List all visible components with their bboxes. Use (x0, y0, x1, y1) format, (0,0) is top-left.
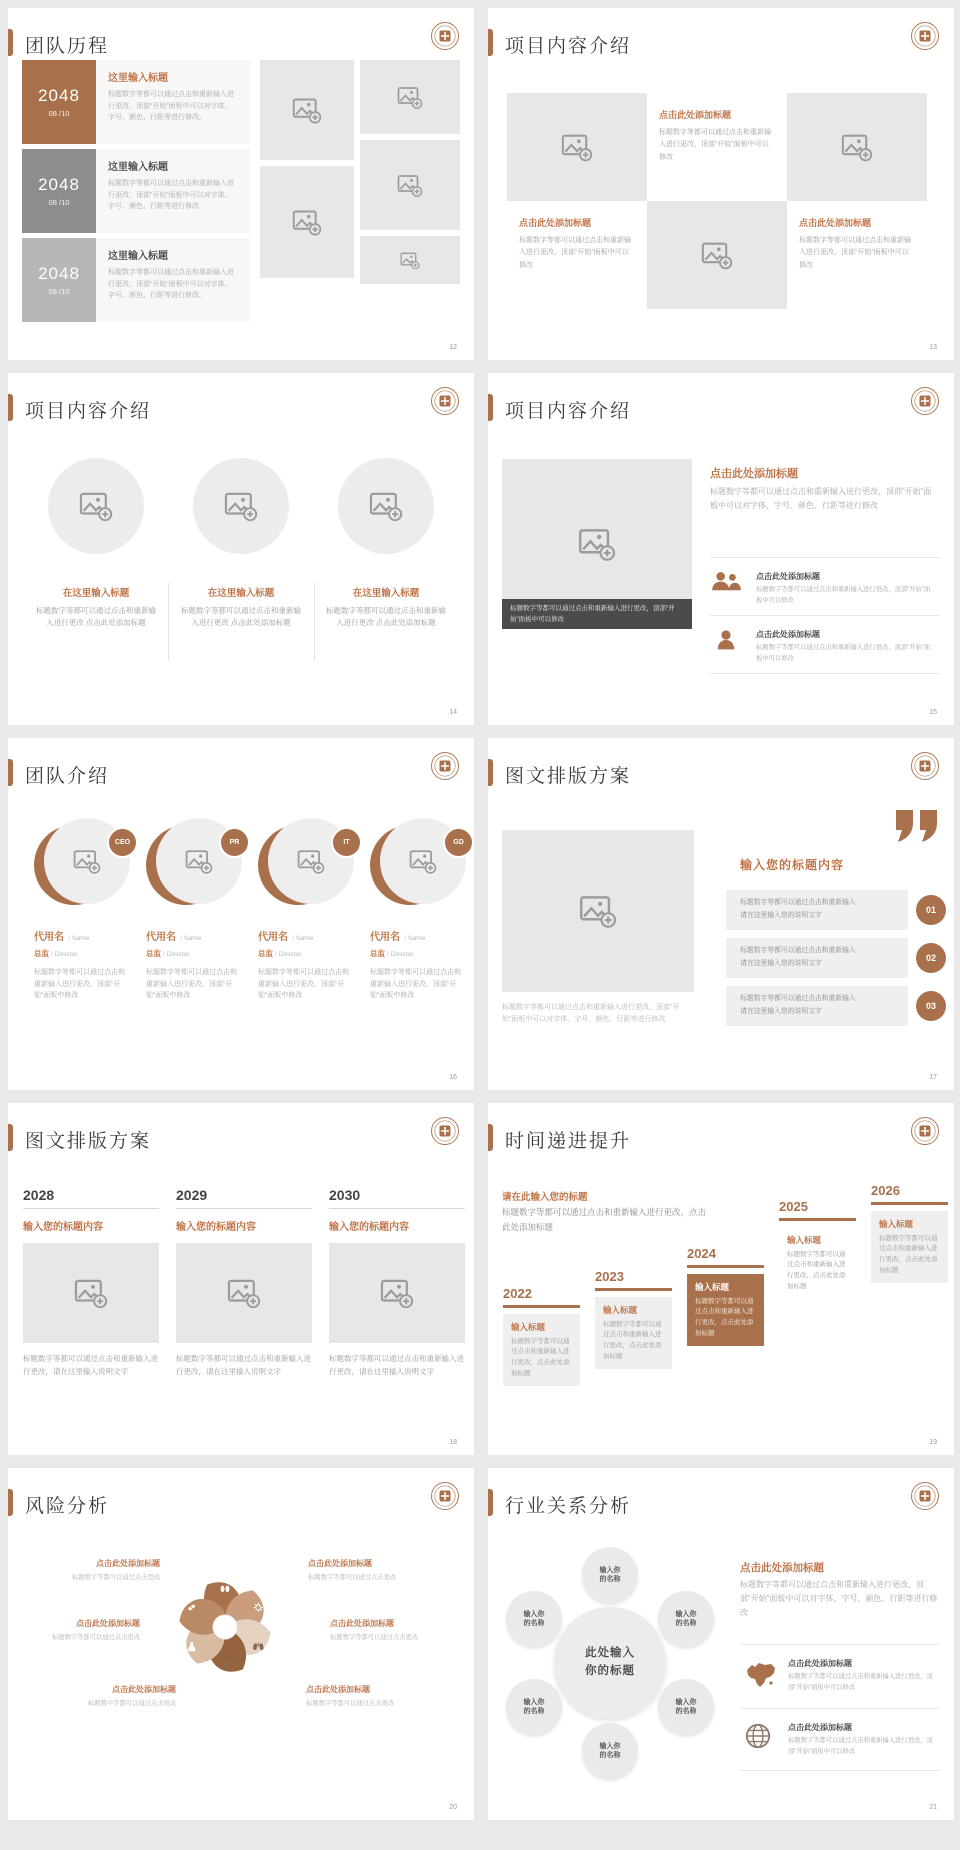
image-placeholder-circle[interactable] (338, 458, 434, 554)
company-seal-icon (430, 386, 460, 416)
divider (740, 1708, 940, 1709)
year-label: 2029 (176, 1187, 208, 1203)
step-rule (687, 1265, 764, 1268)
relation-node (582, 1723, 638, 1779)
list-item-body: 标题数字等都可以通过点击和重新输入进行更改，顶部“开始”面板中可以修改 (788, 1737, 933, 1755)
slide-21-thumbnail[interactable] (488, 1468, 954, 1820)
add-image-icon (561, 132, 593, 162)
list-item (710, 629, 934, 664)
slide-title: 项目内容介绍 (505, 401, 632, 422)
add-image-icon (292, 208, 322, 236)
page-number: 17 (929, 1074, 937, 1081)
add-image-icon (397, 85, 423, 109)
member-role-en: / Director (51, 951, 78, 958)
company-seal-icon (430, 751, 460, 781)
add-image-icon (224, 490, 258, 521)
card-body: 标题数字等都可以通过点击和重新输入进行更改，顶部“开始”面板中可以修改 (799, 237, 911, 269)
title-accent-bar (8, 394, 13, 421)
node-label: 输入你 (675, 1698, 697, 1706)
year-label: 2028 (23, 1187, 55, 1203)
people-icon (710, 571, 742, 597)
aperture-diagram (160, 1562, 290, 1697)
step-rule (503, 1305, 580, 1308)
node-label: 输入你 (675, 1610, 697, 1618)
node-label: 的名称 (675, 1620, 697, 1627)
list-item-title: 点击此处添加标题 (756, 630, 820, 639)
step-body: 标题数字等都可以通过点击和重新输入进行更改，点击此处添加标题 (695, 1297, 754, 1337)
year-label: 2030 (329, 1187, 361, 1203)
member-role-en: / Director (275, 951, 302, 958)
slide-title: 时间递进提升 (505, 1131, 632, 1152)
member-body: 标题数字等都可以通过点击和重新输入进行更改，顶部“开始”面板中修改 (258, 969, 349, 1000)
card-body: 标题数字等都可以通过点击和重新输入进行更改，顶部“开始”面板中可以修改 (519, 237, 631, 269)
member-role-en: / Director (163, 951, 190, 958)
divider (23, 1208, 159, 1209)
company-seal-icon (910, 386, 940, 416)
image-placeholder[interactable] (360, 236, 460, 284)
node-label: 输入你 (523, 1610, 545, 1618)
numbered-point-row (726, 938, 908, 978)
number-badge: 03 (916, 991, 946, 1021)
role-badge: IT (331, 827, 362, 858)
slide-12-thumbnail[interactable] (8, 8, 474, 360)
image-placeholder[interactable] (647, 201, 787, 309)
add-image-icon (292, 96, 322, 124)
year-column (23, 1187, 159, 1379)
slide-title: 图文排版方案 (25, 1131, 152, 1152)
person-icon (710, 629, 737, 656)
risk-label-title: 点击此处添加标题 (112, 1685, 176, 1694)
company-seal-icon (910, 751, 940, 781)
text-card (647, 93, 787, 201)
step-year: 2026 (871, 1183, 900, 1198)
slide-17-thumbnail[interactable] (488, 738, 954, 1090)
member-role: 总监 (34, 949, 49, 958)
image-placeholder[interactable] (502, 830, 694, 992)
risk-label-sub: 标题数字等都可以通过点击更改 (71, 1574, 160, 1581)
image-placeholder[interactable] (787, 93, 927, 201)
company-seal-icon (430, 1116, 460, 1146)
step-title: 输入标题 (511, 1321, 546, 1332)
step-body: 标题数字等都可以通过点击和重新输入进行更改，点击此处添加标题 (511, 1337, 570, 1377)
section-title: 点击此处添加标题 (740, 1562, 824, 1574)
slide-19-thumbnail[interactable] (488, 1103, 954, 1455)
add-image-icon (400, 251, 420, 269)
node-label: 输入你 (523, 1698, 545, 1706)
number-badge: 01 (916, 895, 946, 925)
add-image-icon (397, 173, 423, 197)
risk-label-sub: 标题数字等都可以通过点击更改 (51, 1634, 140, 1641)
member-name-en: / Name (180, 935, 202, 942)
title-accent-bar (8, 1124, 13, 1151)
timeline-item-title: 这里输入标题 (108, 251, 168, 262)
title-accent-bar (488, 759, 493, 786)
risk-label-title: 点击此处添加标题 (306, 1685, 370, 1694)
feature-column (169, 585, 313, 629)
step-rule (779, 1218, 856, 1221)
member-role: 总监 (370, 949, 385, 958)
node-label: 的名称 (675, 1708, 697, 1715)
list-item-body: 标题数字等都可以通过点击和重新输入进行更改，顶部“开始”面板中可以修改 (788, 1673, 933, 1691)
role-badge: CEO (107, 827, 138, 858)
step-title: 输入标题 (603, 1304, 638, 1315)
china-map-icon (740, 1658, 776, 1693)
bullet-line: · 标题数字等都可以通过点击和重新输入 (736, 897, 898, 910)
feature-body: 标题数字等都可以通过点击和重新输入进行更改 点击此处添加标题 (36, 606, 156, 627)
numbered-point-row (726, 986, 908, 1026)
add-image-icon (579, 893, 617, 928)
column-caption: 标题数字等都可以通过点击和重新输入进行更改，请在这里输入说明文字 (329, 1354, 464, 1376)
feature-title: 在这里输入标题 (352, 588, 420, 599)
step-body: 标题数字等都可以通过点击和重新输入进行更改，点击此处添加标题 (879, 1234, 938, 1274)
member-name-en: / Name (68, 935, 90, 942)
divider (710, 615, 940, 616)
image-placeholder[interactable] (23, 1243, 159, 1343)
image-placeholder-circle[interactable] (48, 458, 144, 554)
risk-label (306, 1684, 434, 1707)
timeline-step (503, 1286, 580, 1386)
page-number: 13 (929, 344, 937, 351)
numbered-point-row (726, 890, 908, 930)
list-item-title: 点击此处添加标题 (788, 1659, 852, 1668)
card-title: 点击此处添加标题 (659, 110, 732, 120)
node-label: 的名称 (599, 1576, 621, 1583)
slide-title: 风险分析 (25, 1496, 110, 1517)
risk-label (48, 1684, 176, 1707)
image-caption: 标题数字等都可以通过点击和重新输入进行更改，顶部“开始”面板中可以对字体、字号、颜色、行距等进行修改 (502, 1004, 680, 1023)
timeline-item-title: 这里输入标题 (108, 73, 168, 84)
step-title: 输入标题 (695, 1281, 730, 1292)
list-item-body: 标题数字等都可以通过点击和重新输入进行更改，顶部“开始”面板中可以修改 (756, 644, 931, 662)
risk-label-title: 点击此处添加标题 (308, 1559, 372, 1568)
step-body: 标题数字等都可以通过点击和重新输入进行更改，点击此处添加标题 (603, 1320, 662, 1360)
slide-title: 图文排版方案 (505, 766, 632, 787)
checkerboard-grid (507, 93, 927, 309)
central-topic-circle (554, 1607, 666, 1719)
title-accent-bar (488, 1489, 493, 1516)
relation-node (506, 1591, 562, 1647)
step-rule (595, 1288, 672, 1291)
intro-title: 请在此输入您的标题 (502, 1192, 588, 1203)
member-role: 总监 (258, 949, 273, 958)
slide-20-thumbnail[interactable] (8, 1468, 474, 1820)
timeline-item-body: 标题数字等都可以通过点击和重新输入进行更改，顶部“开始”面板中可以对字体、字号、颜色、行距等进行修改。 (108, 91, 234, 122)
step-year: 2024 (687, 1246, 716, 1261)
image-placeholder[interactable] (360, 140, 460, 230)
risk-label-sub: 标题数字等都可以通过点击更改 (87, 1700, 176, 1707)
add-image-icon (841, 132, 873, 162)
timeline-date: 08 /10 (48, 198, 70, 207)
central-topic-label: 你的标题 (585, 1665, 635, 1677)
card-title: 点击此处添加标题 (799, 218, 872, 228)
card-body: 标题数字等都可以通过点击和重新输入进行更改，顶部“开始”面板中可以修改 (659, 129, 771, 161)
relation-node (658, 1591, 714, 1647)
relation-node (506, 1679, 562, 1735)
member-role-en: / Director (387, 951, 414, 958)
member-body: 标题数字等都可以通过点击和重新输入进行更改，顶部“开始”面板中修改 (370, 969, 461, 1000)
divider (740, 1644, 940, 1645)
relation-node (582, 1547, 638, 1603)
risk-label (12, 1618, 140, 1641)
list-item-body: 标题数字等都可以通过点击和重新输入进行更改，顶部“开始”面板中可以修改 (756, 586, 931, 604)
risk-label-sub: 标题数字等都可以通过点击更改 (306, 1700, 395, 1707)
timeline-step (687, 1246, 764, 1346)
image-placeholder-circle[interactable] (193, 458, 289, 554)
feature-body: 标题数字等都可以通过点击和重新输入进行更改 点击此处添加标题 (181, 606, 301, 627)
node-label: 输入你 (599, 1742, 621, 1750)
slide-15-thumbnail[interactable] (488, 373, 954, 725)
intro-body: 标题数字等都可以通过点击和重新输入进行更改，点击此处添加标题 (502, 1207, 707, 1233)
slide-title: 行业关系分析 (505, 1496, 632, 1517)
globe-icon (740, 1722, 772, 1755)
page-number: 14 (449, 709, 457, 716)
slide-thumbnail-grid (8, 8, 954, 1820)
slide-18-thumbnail[interactable] (8, 1103, 474, 1455)
divider (176, 1208, 312, 1209)
central-topic-label: 此处输入 (585, 1647, 635, 1660)
step-year: 2023 (595, 1269, 624, 1284)
relation-node (658, 1679, 714, 1735)
column-caption: 标题数字等都可以通过点击和重新输入进行更改，请在这里输入说明文字 (23, 1354, 158, 1376)
page-number: 12 (449, 344, 457, 351)
timeline-step (595, 1269, 672, 1369)
step-title: 输入标题 (879, 1218, 914, 1229)
slide-title: 项目内容介绍 (25, 401, 152, 422)
page-number: 20 (449, 1804, 457, 1811)
feature-column (314, 585, 458, 629)
add-image-icon (380, 1277, 414, 1308)
year-column (176, 1187, 312, 1379)
add-image-icon (227, 1277, 261, 1308)
section-body: 标题数字等都可以通过点击和重新输入进行更改，顶部“开始”面板中可以对字体、字号、颜色、行距等进行修改 (710, 487, 932, 511)
company-seal-icon (910, 21, 940, 51)
add-image-icon (369, 490, 403, 521)
image-placeholder[interactable] (260, 166, 354, 278)
year-column (329, 1187, 465, 1379)
feature-body: 标题数字等都可以通过点击和重新输入进行更改 点击此处添加标题 (326, 606, 446, 627)
page-number: 16 (449, 1074, 457, 1081)
risk-label-title: 点击此处添加标题 (76, 1619, 140, 1628)
company-seal-icon (910, 1481, 940, 1511)
title-accent-bar (8, 29, 13, 56)
step-year: 2025 (779, 1199, 808, 1214)
title-accent-bar (488, 394, 493, 421)
risk-label-sub: 标题数字等都可以通过点击更改 (330, 1634, 419, 1641)
member-name-en: / Name (404, 935, 426, 942)
bullet-line: · 请在这里输入您的说明文字 (736, 958, 898, 971)
column-title: 输入您的标题内容 (176, 1222, 256, 1233)
title-accent-bar (8, 1489, 13, 1516)
timeline-year: 2048 (38, 175, 80, 194)
timeline-item-body: 标题数字等都可以通过点击和重新输入进行更改，顶部“开始”面板中可以对字体、字号、颜色、行距等进行修改。 (108, 269, 234, 300)
column-caption: 标题数字等都可以通过点击和重新输入进行更改，请在这里输入说明文字 (176, 1354, 311, 1376)
page-number: 15 (929, 709, 937, 716)
bullet-line: · 请在这里输入您的说明文字 (736, 910, 898, 923)
company-seal-icon (430, 1481, 460, 1511)
bullet-line: · 标题数字等都可以通过点击和重新输入 (736, 993, 898, 1006)
image-caption-bar: 标题数字等都可以通过点击和重新输入进行更改，顶部“开始”面板中可以修改 (502, 599, 692, 629)
member-name-en: / Name (292, 935, 314, 942)
list-item (740, 1722, 940, 1757)
step-year: 2022 (503, 1286, 532, 1301)
member-name: 代用名 (34, 932, 64, 943)
team-member-card (370, 818, 470, 1002)
risk-label (308, 1558, 436, 1581)
add-image-icon (297, 848, 325, 874)
risk-label (32, 1558, 160, 1581)
list-item-title: 点击此处添加标题 (756, 572, 820, 581)
node-label: 的名称 (523, 1708, 545, 1715)
add-image-icon (79, 490, 113, 521)
timeline-item-title: 这里输入标题 (108, 162, 168, 173)
timeline-year: 2048 (38, 86, 80, 105)
text-card (787, 201, 927, 309)
member-body: 标题数字等都可以通过点击和重新输入进行更改，顶部“开始”面板中修改 (34, 969, 125, 1000)
risk-label-title: 点击此处添加标题 (330, 1619, 394, 1628)
node-label: 的名称 (523, 1620, 545, 1627)
divider (710, 673, 940, 674)
step-rule (871, 1202, 948, 1205)
step-body: 标题数字等都可以通过点击和重新输入进行更改，点击此处添加标题 (787, 1250, 846, 1290)
image-placeholder[interactable] (329, 1243, 465, 1343)
bullet-line: · 标题数字等都可以通过点击和重新输入 (736, 945, 898, 958)
timeline-step (871, 1183, 948, 1283)
bullet-line: · 请在这里输入您的说明文字 (736, 1006, 898, 1019)
column-title: 输入您的标题内容 (329, 1222, 409, 1233)
feature-title: 在这里输入标题 (62, 588, 130, 599)
step-title: 输入标题 (787, 1234, 822, 1245)
member-body: 标题数字等都可以通过点击和重新输入进行更改，顶部“开始”面板中修改 (146, 969, 237, 1000)
slide-16-thumbnail[interactable] (8, 738, 474, 1090)
member-name: 代用名 (258, 932, 288, 943)
number-badge: 02 (916, 943, 946, 973)
role-badge: GD (443, 827, 474, 858)
relationship-diagram (500, 1538, 720, 1798)
list-item-title: 点击此处添加标题 (788, 1723, 852, 1732)
timeline-item (22, 149, 250, 233)
page-number: 21 (929, 1804, 937, 1811)
image-placeholder[interactable] (260, 60, 354, 160)
section-body: 标题数字等都可以通过点击和重新输入进行更改，顶部“开始”面板中可以对字体、字号、颜色、行距等进行修改 (740, 1580, 938, 1617)
role-badge: PR (219, 827, 250, 858)
member-role: 总监 (146, 949, 161, 958)
title-accent-bar (8, 759, 13, 786)
feature-column (24, 585, 168, 629)
add-image-icon (185, 848, 213, 874)
list-item (710, 571, 934, 606)
section-title: 点击此处添加标题 (710, 468, 798, 480)
timeline-item (22, 60, 250, 144)
divider (710, 557, 940, 558)
divider (740, 1770, 940, 1771)
page-number: 18 (449, 1439, 457, 1446)
section-title: 输入您的标题内容 (740, 858, 845, 872)
company-seal-icon (910, 1116, 940, 1146)
list-item (740, 1658, 940, 1693)
node-label: 的名称 (599, 1752, 621, 1759)
add-image-icon (73, 848, 101, 874)
risk-label (330, 1618, 458, 1641)
image-placeholder[interactable] (176, 1243, 312, 1343)
text-card (507, 201, 647, 309)
add-image-icon (74, 1277, 108, 1308)
member-name: 代用名 (146, 932, 176, 943)
team-member-card (258, 818, 358, 1002)
node-label: 输入你 (599, 1566, 621, 1574)
risk-label-sub: 标题数字等都可以通过点击更改 (308, 1574, 397, 1581)
feature-title: 在这里输入标题 (207, 588, 275, 599)
team-member-card (34, 818, 134, 1002)
title-accent-bar (488, 29, 493, 56)
timeline-year: 2048 (38, 264, 80, 283)
timeline-item (22, 238, 250, 322)
quote-icon (896, 810, 940, 847)
timeline-date: 08 /10 (48, 109, 70, 118)
slide-title: 团队介绍 (25, 766, 110, 787)
add-image-icon (701, 240, 733, 270)
risk-label-title: 点击此处添加标题 (96, 1559, 160, 1568)
title-accent-bar (488, 1124, 493, 1151)
slide-14-thumbnail[interactable] (8, 373, 474, 725)
timeline-step (779, 1199, 856, 1299)
company-seal-icon (430, 21, 460, 51)
member-name: 代用名 (370, 932, 400, 943)
slide-13-thumbnail[interactable] (488, 8, 954, 360)
timeline-date: 08 /10 (48, 287, 70, 296)
image-placeholder[interactable] (360, 60, 460, 134)
timeline-item-body: 标题数字等都可以通过点击和重新输入进行更改，顶部“开始”面板中可以对字体、字号、颜色、行距等进行修改。 (108, 180, 234, 211)
team-member-card (146, 818, 246, 1002)
add-image-icon (578, 526, 616, 561)
add-image-icon (409, 848, 437, 874)
image-placeholder[interactable] (507, 93, 647, 201)
card-title: 点击此处添加标题 (519, 218, 592, 228)
slide-title: 项目内容介绍 (505, 36, 632, 57)
page-number: 19 (929, 1439, 937, 1446)
divider (329, 1208, 465, 1209)
column-title: 输入您的标题内容 (23, 1222, 103, 1233)
slide-title: 团队历程 (25, 36, 110, 57)
